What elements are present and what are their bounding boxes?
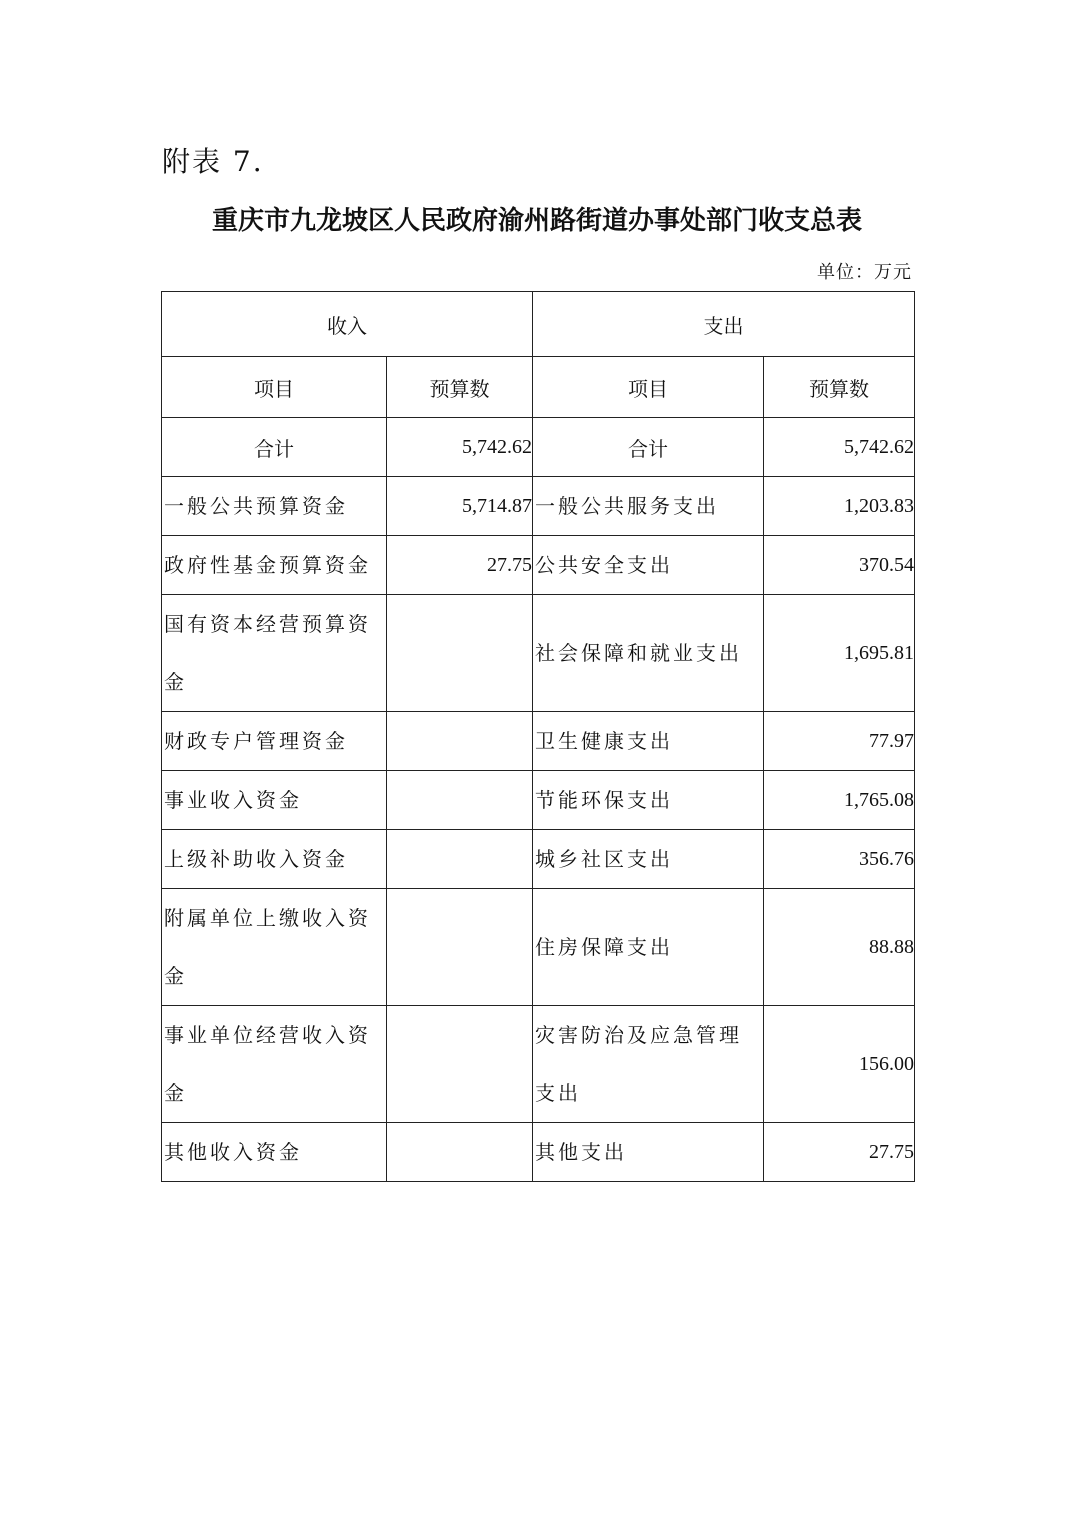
expense-item-header: 项目 [533,357,764,418]
income-value [387,712,533,771]
expense-header: 支出 [533,292,915,357]
income-item: 附属单位上缴收入资金 [162,889,387,1006]
income-item-header: 项目 [162,357,387,418]
table-row [162,889,915,1006]
table-row [162,771,915,830]
income-value [387,771,533,830]
income-header: 收入 [162,292,533,357]
income-total-label: 合计 [162,418,387,477]
expense-value: 370.54 [764,536,915,595]
expense-item: 其他支出 [533,1123,764,1182]
expense-item: 节能环保支出 [533,771,764,830]
income-item: 政府性基金预算资金 [162,536,387,595]
expense-value: 1,203.83 [764,477,915,536]
income-value [387,1123,533,1182]
income-item: 国有资本经营预算资金 [162,595,387,712]
income-total-value: 5,742.62 [387,418,533,477]
expense-total-label: 合计 [533,418,764,477]
budget-table [161,291,915,1182]
table-row [162,1006,915,1123]
income-value [387,830,533,889]
expense-value: 356.76 [764,830,915,889]
income-item: 事业收入资金 [162,771,387,830]
section-header-row [162,292,915,357]
appendix-label: 附表 7. [162,145,264,178]
expense-value: 1,765.08 [764,771,915,830]
expense-item: 卫生健康支出 [533,712,764,771]
income-item: 其他收入资金 [162,1123,387,1182]
column-header-row [162,357,915,418]
table-row [162,477,915,536]
expense-item: 住房保障支出 [533,889,764,1006]
expense-item: 灾害防治及应急管理支出 [533,1006,764,1123]
expense-value: 77.97 [764,712,915,771]
expense-value: 1,695.81 [764,595,915,712]
income-value [387,889,533,1006]
income-item: 财政专户管理资金 [162,712,387,771]
table-row [162,830,915,889]
expense-value: 27.75 [764,1123,915,1182]
expense-budget-header: 预算数 [764,357,915,418]
expense-value: 88.88 [764,889,915,1006]
expense-value: 156.00 [764,1006,915,1123]
expense-item: 一般公共服务支出 [533,477,764,536]
income-budget-header: 预算数 [387,357,533,418]
document-title: 重庆市九龙坡区人民政府渝州路街道办事处部门收支总表 [211,206,862,236]
expense-item: 公共安全支出 [533,536,764,595]
income-item: 一般公共预算资金 [162,477,387,536]
expense-item: 社会保障和就业支出 [533,595,764,712]
expense-total-value: 5,742.62 [764,418,915,477]
table-row [162,1123,915,1182]
income-value [387,1006,533,1123]
table-row [162,595,915,712]
income-value [387,595,533,712]
unit-label: 单位：万元 [817,262,912,283]
income-item: 上级补助收入资金 [162,830,387,889]
expense-item: 城乡社区支出 [533,830,764,889]
income-value: 5,714.87 [387,477,533,536]
income-item: 事业单位经营收入资金 [162,1006,387,1123]
income-value: 27.75 [387,536,533,595]
total-row [162,418,915,477]
table-row [162,712,915,771]
table-row [162,536,915,595]
